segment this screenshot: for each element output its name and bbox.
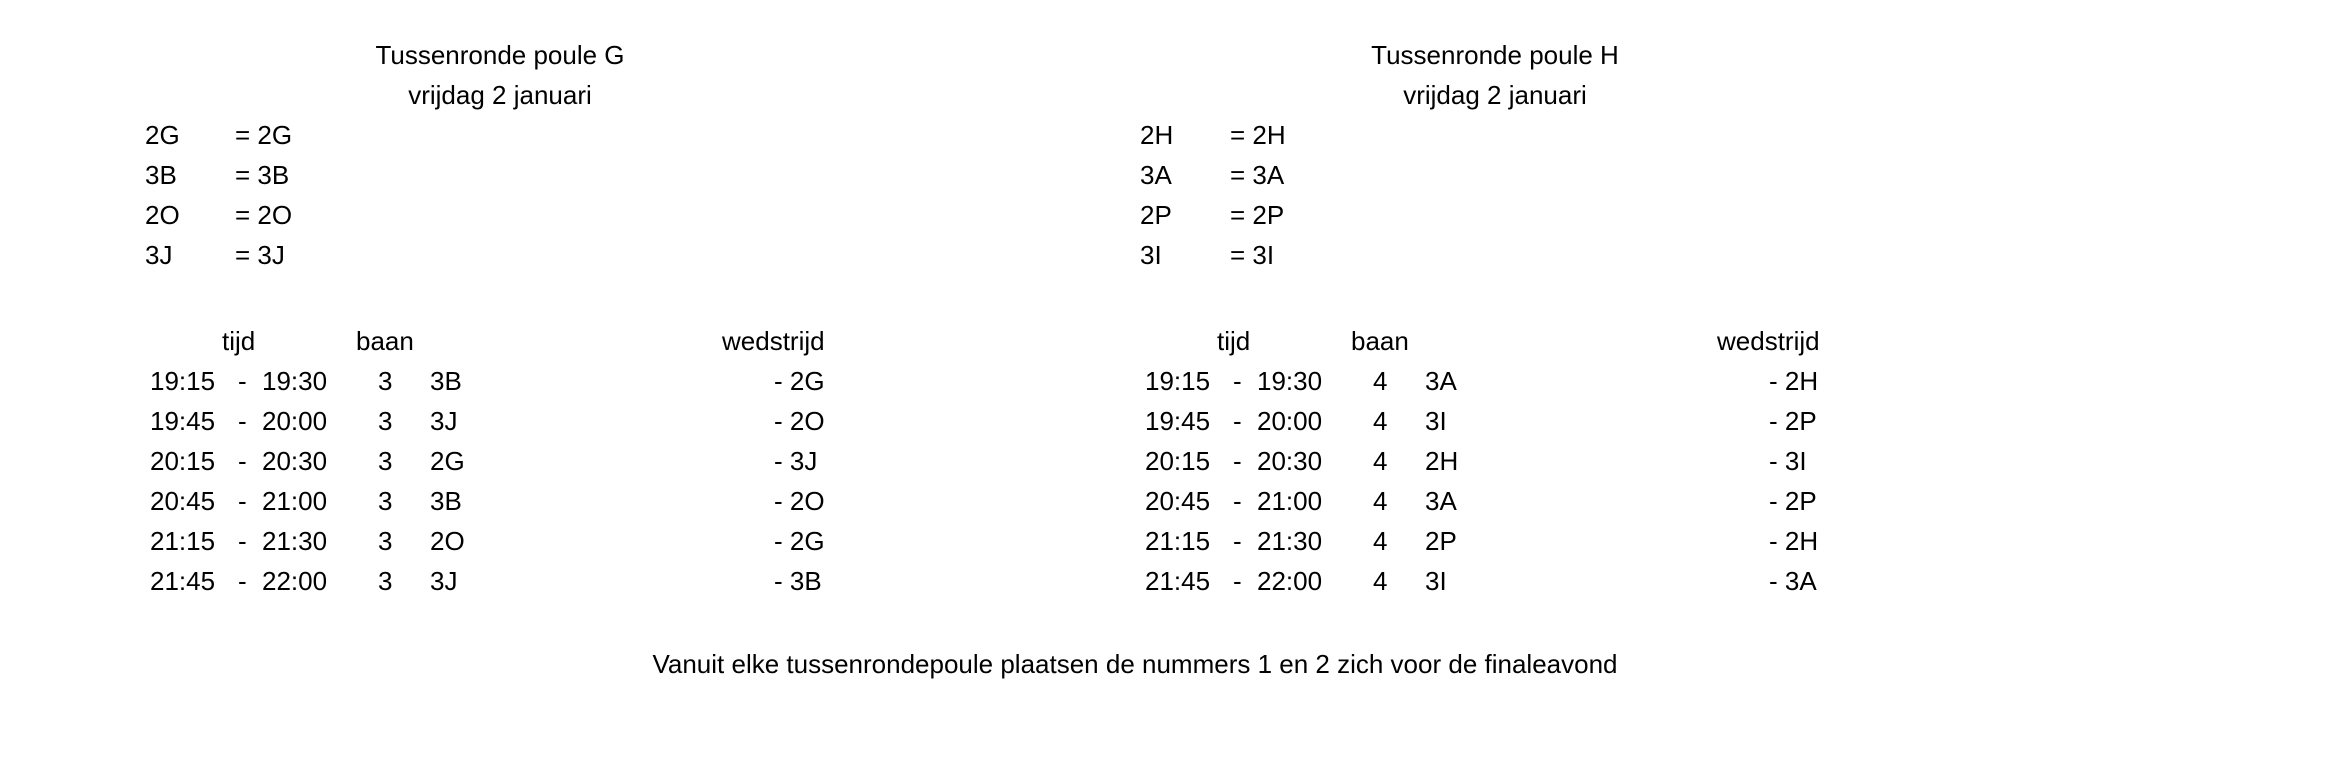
poule-h-section [995, 36, 1995, 636]
court-number: 3 [378, 366, 393, 396]
home-team: 3J [430, 566, 458, 596]
team-row [145, 116, 445, 156]
time-separator: - [1233, 406, 1242, 436]
header-baan: baan [1351, 326, 1409, 356]
end-time: 21:00 [262, 486, 328, 516]
end-time: 19:30 [262, 366, 328, 396]
start-time: 19:15 [150, 366, 216, 396]
time-separator: - [1233, 566, 1242, 596]
time-separator: - [238, 406, 247, 436]
time-separator: - [1233, 446, 1242, 476]
match-row [995, 402, 1895, 442]
team-row [1140, 116, 1440, 156]
end-time: 21:30 [1257, 526, 1323, 556]
match-row [995, 482, 1895, 522]
poule-title: Tussenronde poule H [1371, 40, 1619, 70]
home-team: 3B [430, 486, 462, 516]
end-time: 21:30 [262, 526, 328, 556]
start-time: 21:15 [1145, 526, 1211, 556]
time-separator: - [238, 526, 247, 556]
away-team: - 3A [1769, 566, 1817, 596]
time-separator: - [1233, 366, 1242, 396]
team-row [145, 236, 445, 276]
match-row [0, 402, 900, 442]
court-number: 3 [378, 446, 393, 476]
away-team: - 2G [774, 366, 825, 396]
court-number: 4 [1373, 566, 1388, 596]
court-number: 3 [378, 486, 393, 516]
header-baan: baan [356, 326, 414, 356]
away-team: - 2O [774, 486, 825, 516]
time-separator: - [238, 566, 247, 596]
match-row [0, 362, 900, 402]
home-team: 3A [1425, 366, 1457, 396]
match-row [995, 362, 1895, 402]
start-time: 19:45 [150, 406, 216, 436]
away-team: - 2H [1769, 526, 1819, 556]
end-time: 22:00 [1257, 566, 1323, 596]
team-row [1140, 196, 1440, 236]
away-team: - 3J [774, 446, 818, 476]
end-time: 19:30 [1257, 366, 1323, 396]
poule-date: vrijdag 2 januari [408, 80, 592, 110]
team-code: 3B [145, 160, 177, 190]
header-tijd: tijd [1217, 326, 1251, 356]
time-separator: - [1233, 526, 1242, 556]
team-assignment: = 3I [1230, 240, 1275, 270]
time-separator: - [238, 486, 247, 516]
footer-note: Vanuit elke tussenrondepoule plaatsen de nummers 1 en 2 zich voor de finaleavond [652, 649, 1618, 679]
team-row [145, 196, 445, 236]
team-assignment: = 2O [235, 200, 293, 230]
court-number: 4 [1373, 486, 1388, 516]
court-number: 4 [1373, 526, 1388, 556]
away-team: - 2H [1769, 366, 1819, 396]
end-time: 20:00 [1257, 406, 1323, 436]
match-row [0, 522, 900, 562]
end-time: 20:30 [262, 446, 328, 476]
end-time: 20:00 [262, 406, 328, 436]
poule-title: Tussenronde poule G [375, 40, 625, 70]
team-code: 3I [1140, 240, 1162, 270]
team-code: 2H [1140, 120, 1174, 150]
home-team: 3A [1425, 486, 1457, 516]
away-team: - 2G [774, 526, 825, 556]
away-team: - 3I [1769, 446, 1807, 476]
time-separator: - [238, 446, 247, 476]
start-time: 21:15 [150, 526, 216, 556]
team-row [1140, 236, 1440, 276]
time-separator: - [1233, 486, 1242, 516]
end-time: 21:00 [1257, 486, 1323, 516]
start-time: 21:45 [1145, 566, 1211, 596]
away-team: - 3B [774, 566, 822, 596]
time-separator: - [238, 366, 247, 396]
home-team: 2P [1425, 526, 1457, 556]
start-time: 20:15 [150, 446, 216, 476]
team-code: 2O [145, 200, 180, 230]
home-team: 3J [430, 406, 458, 436]
start-time: 20:45 [150, 486, 216, 516]
away-team: - 2P [1769, 486, 1817, 516]
team-list [145, 116, 445, 276]
end-time: 22:00 [262, 566, 328, 596]
match-schedule [0, 362, 900, 602]
home-team: 3I [1425, 566, 1447, 596]
home-team: 2H [1425, 446, 1459, 476]
start-time: 20:15 [1145, 446, 1211, 476]
home-team: 2G [430, 446, 465, 476]
team-code: 2P [1140, 200, 1172, 230]
team-assignment: = 2G [235, 120, 293, 150]
away-team: - 2P [1769, 406, 1817, 436]
court-number: 3 [378, 406, 393, 436]
start-time: 21:45 [150, 566, 216, 596]
match-row [0, 442, 900, 482]
match-row [995, 442, 1895, 482]
start-time: 20:45 [1145, 486, 1211, 516]
match-row [0, 562, 900, 602]
team-assignment: = 3J [235, 240, 285, 270]
home-team: 3B [430, 366, 462, 396]
start-time: 19:45 [1145, 406, 1211, 436]
team-code: 2G [145, 120, 180, 150]
poule-date: vrijdag 2 januari [1403, 80, 1587, 110]
team-code: 3J [145, 240, 173, 270]
match-schedule [995, 362, 1895, 602]
team-row [145, 156, 445, 196]
match-row [995, 562, 1895, 602]
team-assignment: = 3A [1230, 160, 1285, 190]
team-list [1140, 116, 1440, 276]
court-number: 3 [378, 566, 393, 596]
team-assignment: = 2H [1230, 120, 1286, 150]
header-wedstrijd: wedstrijd [1717, 326, 1820, 356]
court-number: 4 [1373, 406, 1388, 436]
team-assignment: = 2P [1230, 200, 1285, 230]
team-assignment: = 3B [235, 160, 290, 190]
away-team: - 2O [774, 406, 825, 436]
match-row [995, 522, 1895, 562]
start-time: 19:15 [1145, 366, 1211, 396]
court-number: 4 [1373, 446, 1388, 476]
poule-g-section [0, 36, 1000, 636]
end-time: 20:30 [1257, 446, 1323, 476]
header-wedstrijd: wedstrijd [722, 326, 825, 356]
court-number: 4 [1373, 366, 1388, 396]
team-code: 3A [1140, 160, 1172, 190]
team-row [1140, 156, 1440, 196]
home-team: 2O [430, 526, 465, 556]
home-team: 3I [1425, 406, 1447, 436]
header-tijd: tijd [222, 326, 256, 356]
match-row [0, 482, 900, 522]
court-number: 3 [378, 526, 393, 556]
